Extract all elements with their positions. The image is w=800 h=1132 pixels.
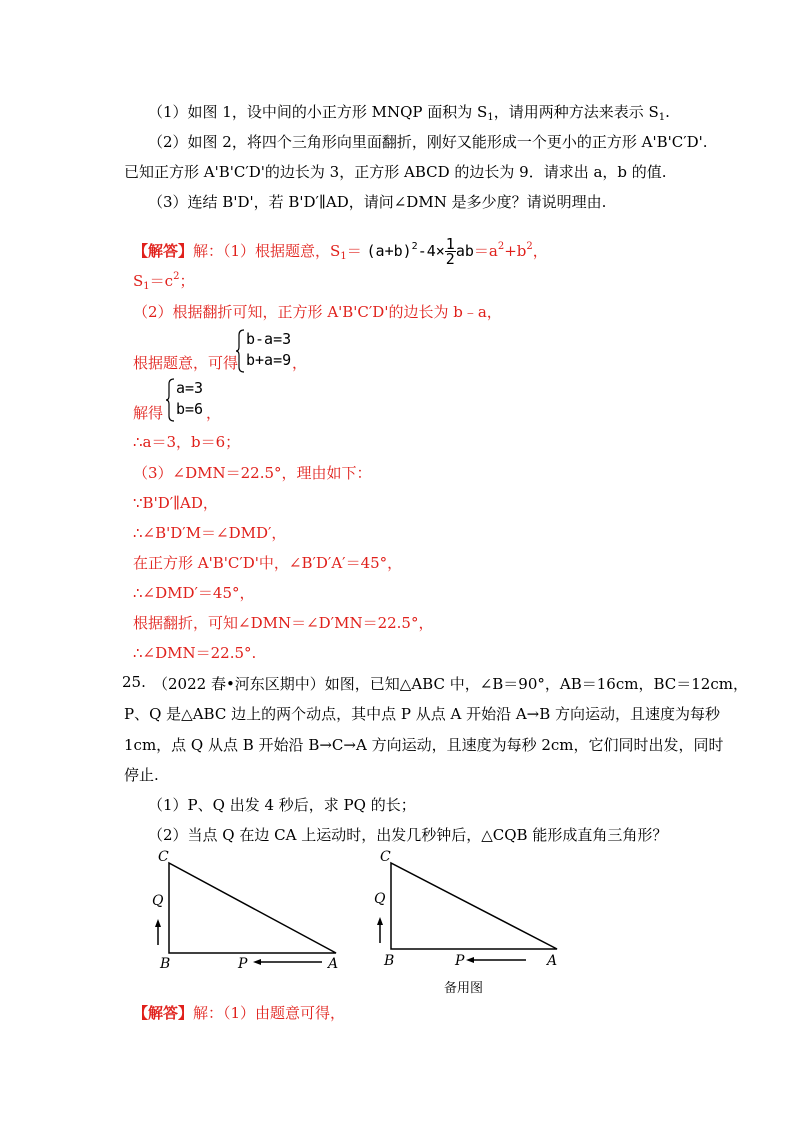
answer-24-line4: 根据题意，可得 <box>133 354 239 372</box>
question-24-part2: （2）如图 2，将四个三角形向里面翻折，刚好又能形成一个更小的正方形 A'B'C′D'. <box>148 133 708 151</box>
point-label-p: P <box>455 953 465 969</box>
vertex-label-a: A <box>328 956 339 972</box>
triangle-figure-1 <box>140 845 355 975</box>
question-25-number: 25. <box>122 673 146 691</box>
arrow-left-head <box>253 959 261 965</box>
question-25-line1: （2022 春•河东区期中）如图，已知△ABC 中，∠B＝90°，AB＝16cm，BC＝12cm， <box>153 675 748 693</box>
answer-24-line2: $S_1=c^2$； <box>133 271 195 292</box>
answer-24-line5: 解得 <box>133 404 164 422</box>
answer-24-line9: ∴∠B'D′M＝∠DMD′， <box>133 524 287 542</box>
vertex-label-c: C <box>158 849 169 865</box>
answer-24-line8: ∵B'D′∥AD， <box>133 494 218 512</box>
equation-system-2: a=3 b=6 <box>166 378 226 422</box>
answer-24-line1: 【解答】解：（1）根据题意，$S_1= (a+b)^2-4\times$ $\frac{1}{2}$ $ab=a^2+b^2$， <box>133 235 548 268</box>
answer-24-line4-end: ， <box>292 354 308 372</box>
point-label-p: P <box>238 956 248 972</box>
point-label-q: Q <box>152 893 164 909</box>
answer-24-line11: ∴∠DMD′＝45°， <box>133 584 255 602</box>
answer-24-line10: 在正方形 A'B'C′D'中，∠B′D′A′＝45°， <box>133 554 403 572</box>
answer-24-line7: （3）∠DMN＝22.5°，理由如下： <box>133 464 372 482</box>
equation-system-1: b-a=3 b+a=9 <box>236 329 316 373</box>
question-25-line4: 停止. <box>124 766 159 784</box>
triangle-abc <box>391 863 557 949</box>
answer-25-line1: 【解答】解：（1）由题意可得， <box>133 1004 346 1022</box>
question-25-line2: P、Q 是△ABC 边上的两个动点，其中点 P 从点 A 开始沿 A→B 方向运动，且速度为每秒 <box>124 705 721 723</box>
figure-caption: 备用图 <box>444 981 484 996</box>
vertex-label-b: B <box>160 956 171 972</box>
vertex-label-b: B <box>384 953 395 969</box>
answer-24-line12: 根据翻折，可知∠DMN＝∠D′MN＝22.5°， <box>133 614 434 632</box>
answer-24-line6: ∴a＝3，b＝6； <box>133 433 241 451</box>
point-label-q: Q <box>374 891 386 907</box>
answer-24-line3: （2）根据翻折可知，正方形 A'B'C′D'的边长为 b﹣a， <box>133 303 502 321</box>
answer-24-line13: ∴∠DMN＝22.5°. <box>133 644 257 662</box>
question-25-sub1: （1）P、Q 出发 4 秒后，求 PQ 的长； <box>148 796 416 814</box>
arrow-up-head <box>377 917 383 925</box>
question-24-part1: （1）如图 1，设中间的小正方形 MNQP 面积为 $S_1$，请用两种方法来表示 $S_1$. <box>148 103 670 123</box>
triangle-figure-2 <box>362 845 577 975</box>
question-24-part2-cont: 已知正方形 A'B'C′D'的边长为 3，正方形 ABCD 的边长为 9．请求出 a，b 的值. <box>124 163 667 181</box>
question-24-part3: （3）连结 B'D'，若 B'D′∥AD，请问∠DMN 是多少度？请说明理由. <box>148 193 607 211</box>
arrow-left-head <box>466 957 474 963</box>
answer-24-line5-end: ， <box>206 404 222 422</box>
question-25-line3: 1cm，点 Q 从点 B 开始沿 B→C→A 方向运动，且速度为每秒 2cm，它们同时出发，同时 <box>124 736 724 754</box>
vertex-label-a: A <box>547 953 558 969</box>
arrow-up-head <box>155 919 161 927</box>
question-25-sub2: （2）当点 Q 在边 CA 上运动时，出发几秒钟后，△CQB 能形成直角三角形？ <box>148 826 668 844</box>
formula-image: $(a+b)^2-4\times$ $\frac{1}{2}$ ab <box>366 235 474 268</box>
triangle-abc <box>169 863 336 953</box>
vertex-label-c: C <box>380 849 391 865</box>
